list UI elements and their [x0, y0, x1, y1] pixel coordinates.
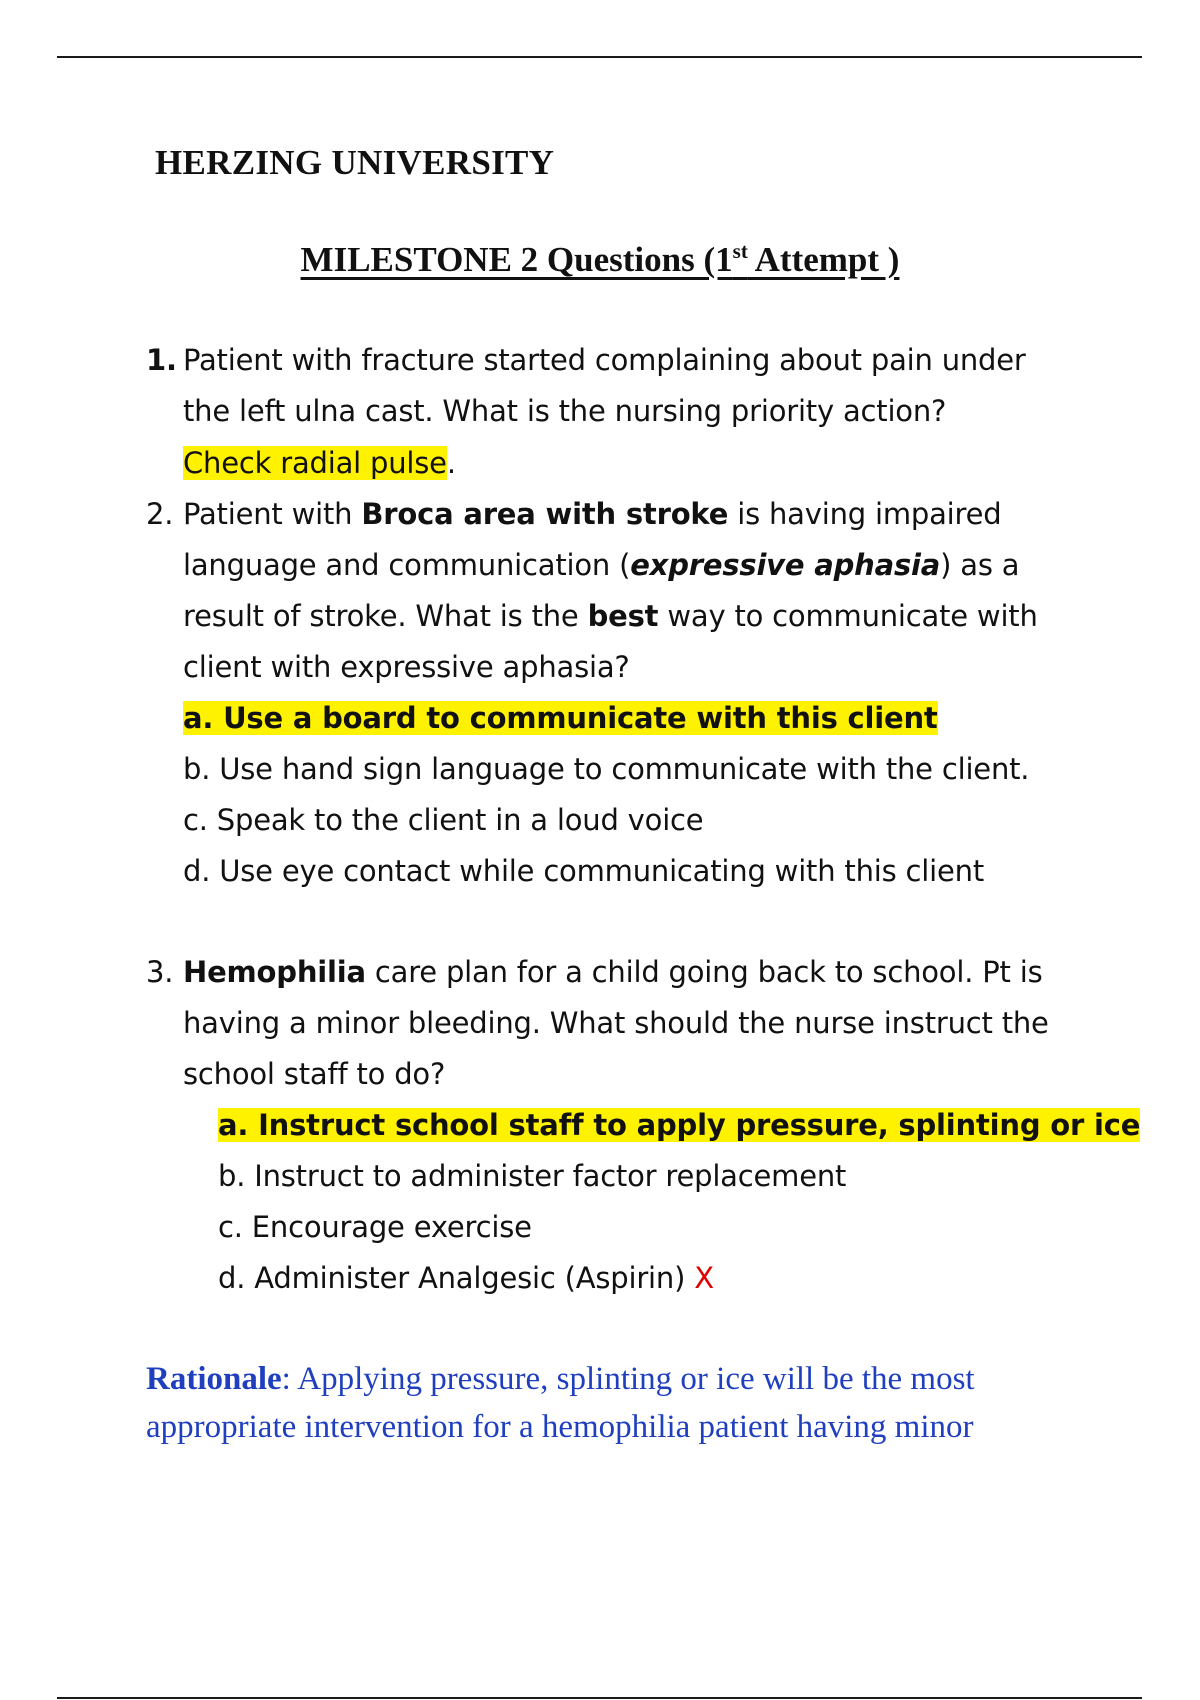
question-2-option-c: c. Speak to the client in a loud voice	[183, 803, 704, 837]
question-3-option-a	[218, 1105, 1140, 1145]
question-2-text: ) as a	[940, 548, 1020, 582]
question-3-option-d-text: d. Administer Analgesic (Aspirin)	[218, 1261, 686, 1295]
question-1-answer-line	[183, 443, 456, 483]
question-2-option-a-text: a. Use a board to communicate with this client	[183, 701, 938, 735]
question-3-number: 3.	[146, 955, 174, 989]
title-main: MILESTONE 2 Questions (1	[300, 240, 733, 279]
question-2-italic-term: expressive aphasia	[630, 548, 941, 582]
question-1-line-1	[146, 340, 1026, 380]
question-3-option-d	[218, 1258, 714, 1298]
rationale-line-2: appropriate intervention for a hemophilia patient having minor	[146, 1409, 974, 1445]
question-2-text: way to communicate with	[658, 599, 1038, 633]
page-title	[0, 240, 1200, 280]
wrong-mark: X	[694, 1261, 714, 1295]
rationale-text-1: : Applying pressure, splinting or ice will be the most	[281, 1361, 975, 1397]
question-2-text: result of stroke. What is the	[183, 599, 588, 633]
question-3-line-1	[146, 952, 1043, 992]
question-3-bold-term: Hemophilia	[183, 955, 366, 989]
question-2-text: language and communication (	[183, 548, 631, 582]
question-3-text: care plan for a child going back to school. Pt is	[365, 955, 1043, 989]
question-2-option-d: d. Use eye contact while communicating with this client	[183, 854, 985, 888]
question-2-bold-best: best	[587, 599, 659, 633]
question-1-answer-period: .	[446, 446, 456, 480]
question-2-bold-term: Broca area with stroke	[361, 497, 729, 531]
question-2-number: 2.	[146, 497, 174, 531]
question-1-answer: Check radial pulse	[183, 446, 447, 480]
question-1-number: 1.	[146, 343, 177, 377]
question-2-option-a	[183, 698, 938, 738]
question-3-option-b: b. Instruct to administer factor replacement	[218, 1159, 847, 1193]
question-1-text-1: Patient with fracture started complaining about pain under	[183, 343, 1026, 377]
question-2-line-4: client with expressive aphasia?	[183, 650, 630, 684]
question-3-option-c: c. Encourage exercise	[218, 1210, 532, 1244]
question-2-line-1	[146, 494, 1002, 534]
question-2-option-b: b. Use hand sign language to communicate with the client.	[183, 752, 1030, 786]
bottom-rule	[57, 1697, 1142, 1699]
rationale-label: Rationale	[146, 1361, 282, 1397]
question-3-line-2: having a minor bleeding. What should the nurse instruct the	[183, 1006, 1049, 1040]
question-2-text: Patient with	[183, 497, 362, 531]
question-2-line-2	[183, 545, 1019, 585]
question-1-line-2: the left ulna cast. What is the nursing priority action?	[183, 394, 947, 428]
university-name: HERZING UNIVERSITY	[155, 143, 555, 182]
title-superscript: st	[732, 239, 748, 263]
rationale-line-1	[146, 1357, 975, 1401]
question-3-line-3: school staff to do?	[183, 1057, 446, 1091]
title-end: Attempt )	[747, 240, 900, 279]
question-2-text: is having impaired	[728, 497, 1002, 531]
top-rule	[57, 56, 1142, 58]
question-2-line-3	[183, 596, 1038, 636]
question-3-option-a-text: a. Instruct school staff to apply pressure, splinting or ice	[218, 1108, 1141, 1142]
